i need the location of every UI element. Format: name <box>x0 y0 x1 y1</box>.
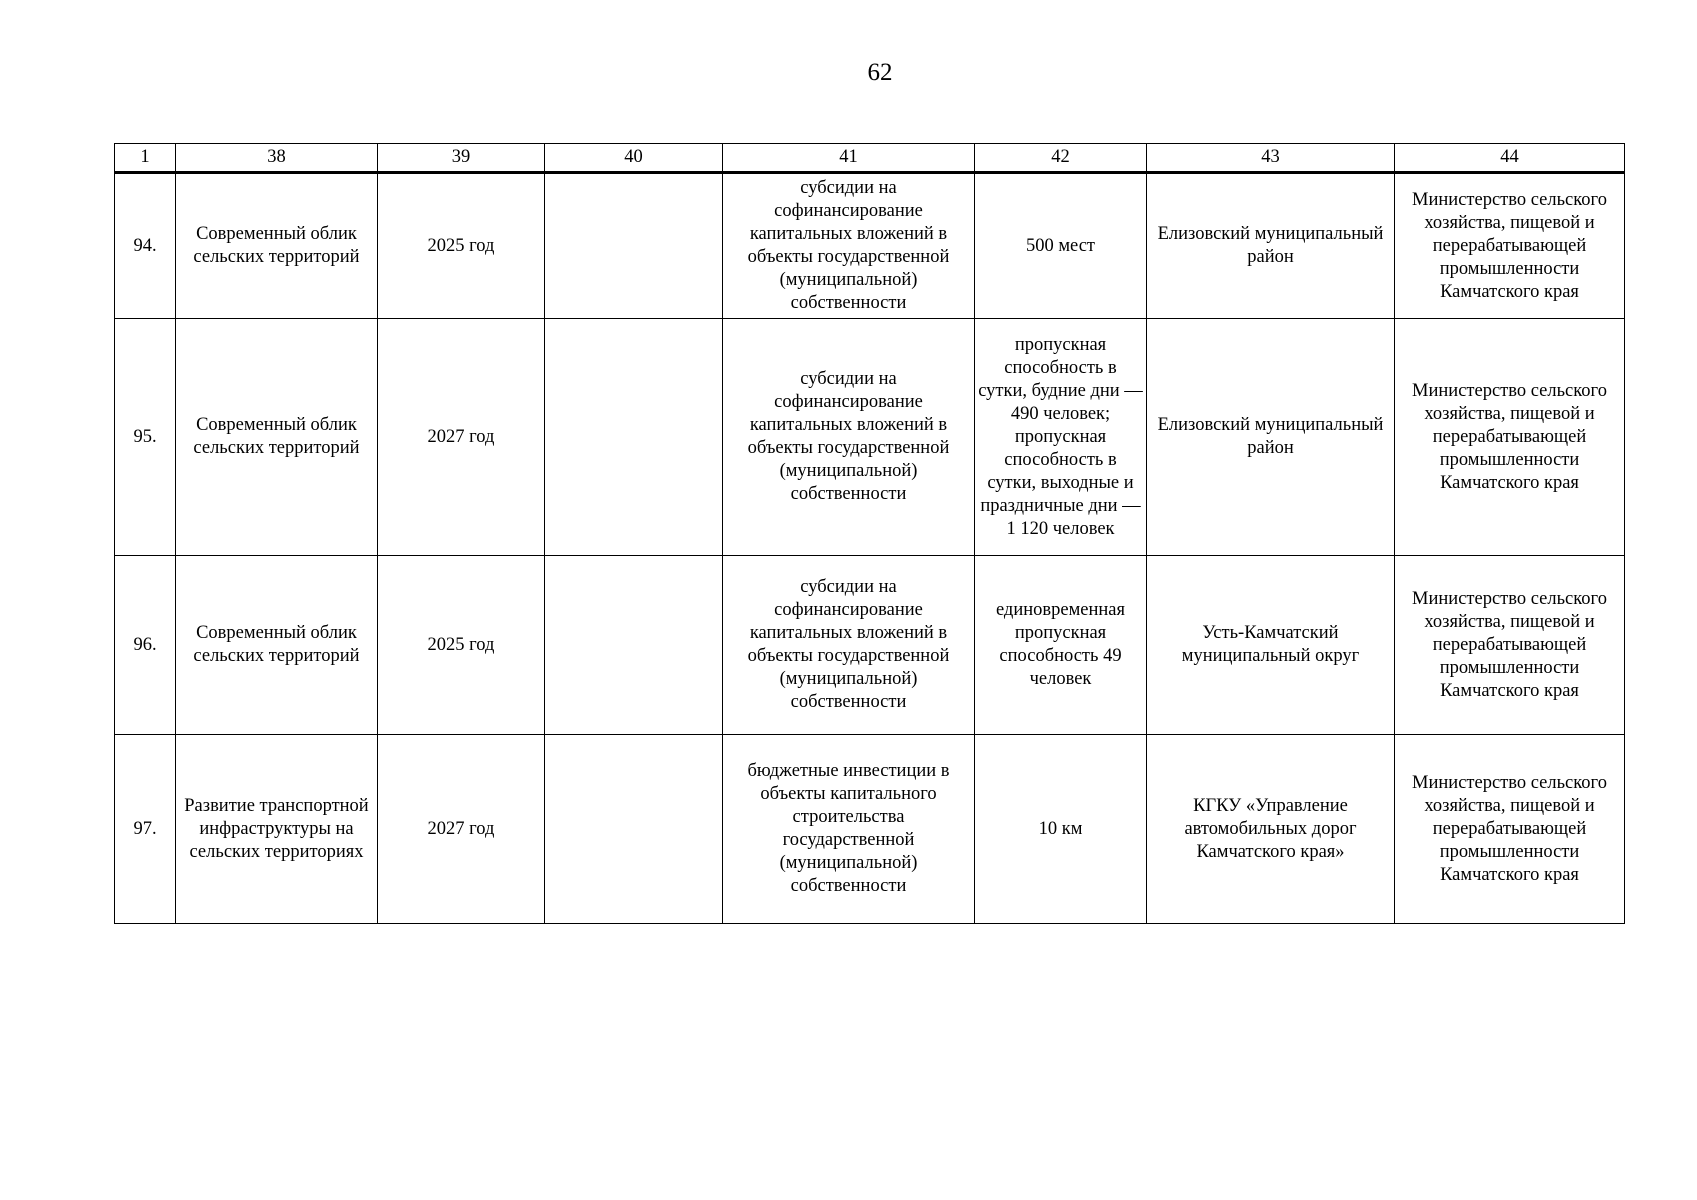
program-name: Развитие транспортной инфраструктуры на сельских территориях <box>176 735 378 924</box>
responsible-body: Министерство сельского хозяйства, пищевой и перерабатывающей промышленности Камчатского края <box>1395 173 1625 319</box>
empty-cell <box>545 735 723 924</box>
year: 2025 год <box>378 556 545 735</box>
column-header-44: 44 <box>1395 144 1625 173</box>
column-header-42: 42 <box>975 144 1147 173</box>
program-name: Современный облик сельских территорий <box>176 556 378 735</box>
table-row <box>115 173 1625 319</box>
capacity: пропускная способность в сутки, будние дни — 490 человек; пропускная способность в сутки, выходные и праздничные дни — 1 120 человек <box>975 319 1147 556</box>
year: 2027 год <box>378 735 545 924</box>
location: Усть-Камчатский муниципальный округ <box>1147 556 1395 735</box>
location: КГКУ «Управление автомобильных дорог Камчатского края» <box>1147 735 1395 924</box>
location: Елизовский муниципальный район <box>1147 319 1395 556</box>
capacity: единовременная пропускная способность 49 человек <box>975 556 1147 735</box>
responsible-body: Министерство сельского хозяйства, пищевой и перерабатывающей промышленности Камчатского края <box>1395 319 1625 556</box>
program-name: Современный облик сельских территорий <box>176 173 378 319</box>
capacity: 500 мест <box>975 173 1147 319</box>
column-header-39: 39 <box>378 144 545 173</box>
column-header-43: 43 <box>1147 144 1395 173</box>
program-name: Современный облик сельских территорий <box>176 319 378 556</box>
empty-cell <box>545 556 723 735</box>
funding-type: субсидии на софинансирование капитальных вложений в объекты государственной (муниципальной) собственности <box>723 556 975 735</box>
row-number: 96. <box>115 556 176 735</box>
year: 2025 год <box>378 173 545 319</box>
data-table <box>114 143 1625 924</box>
funding-type: бюджетные инвестиции в объекты капитального строительства государственной (муниципальной) собственности <box>723 735 975 924</box>
header-row <box>115 144 1625 173</box>
capacity: 10 км <box>975 735 1147 924</box>
row-number: 94. <box>115 173 176 319</box>
responsible-body: Министерство сельского хозяйства, пищевой и перерабатывающей промышленности Камчатского края <box>1395 556 1625 735</box>
column-header-38: 38 <box>176 144 378 173</box>
column-header-41: 41 <box>723 144 975 173</box>
row-number: 95. <box>115 319 176 556</box>
row-number: 97. <box>115 735 176 924</box>
page-number: 62 <box>867 59 893 86</box>
empty-cell <box>545 173 723 319</box>
funding-type: субсидии на софинансирование капитальных вложений в объекты государственной (муниципальной) собственности <box>723 173 975 319</box>
funding-type: субсидии на софинансирование капитальных вложений в объекты государственной (муниципальной) собственности <box>723 319 975 556</box>
location: Елизовский муниципальный район <box>1147 173 1395 319</box>
table-row <box>115 556 1625 735</box>
column-header-40: 40 <box>545 144 723 173</box>
table-row <box>115 735 1625 924</box>
column-header-1: 1 <box>115 144 176 173</box>
responsible-body: Министерство сельского хозяйства, пищевой и перерабатывающей промышленности Камчатского края <box>1395 735 1625 924</box>
table-row <box>115 319 1625 556</box>
empty-cell <box>545 319 723 556</box>
year: 2027 год <box>378 319 545 556</box>
